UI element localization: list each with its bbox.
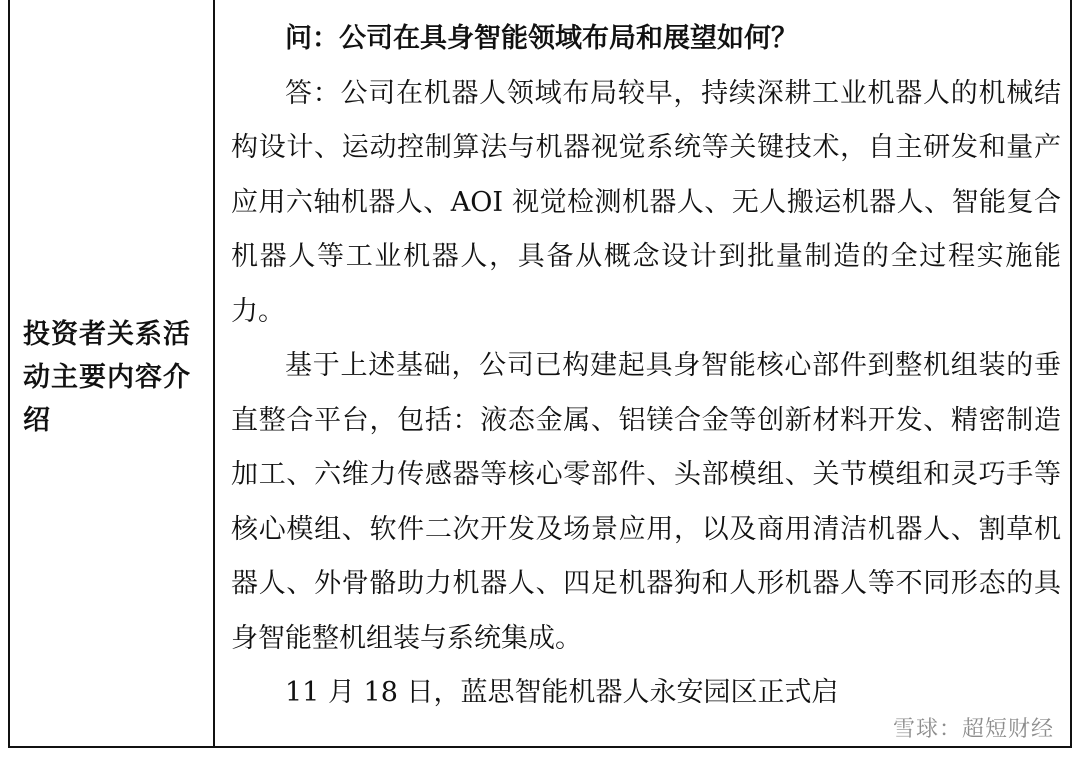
row-label: 投资者关系活动主要内容介绍 [23, 319, 191, 436]
info-table [8, 0, 1072, 748]
watermark-text: 雪球：超短财经 [889, 712, 1058, 743]
content-cell [215, 0, 1070, 746]
content-body [231, 12, 1061, 721]
label-cell [10, 0, 215, 746]
answer-paragraph-3: 11 月 18 日，蓝思智能机器人永安园区正式启 [285, 677, 839, 708]
answer-paragraph-1: 答：公司在机器人领域布局较早，持续深耕工业机器人的机械结构设计、运动控制算法与机器视觉系统等关键技术，自主研发和量产应用六轴机器人、AOI 视觉检测机器人、无人搬运机器人、智能复合机器人等工业机器人，具备从概念设计到批量制造的全过程实施能力。 [231, 77, 1061, 327]
answer-paragraph-2: 基于上述基础，公司已构建起具身智能核心部件到整机组装的垂直整合平台，包括：液态金属、铝镁合金等创新材料开发、精密制造加工、六维力传感器等核心零部件、头部模组、关节模组和灵巧手等核心模组、软件二次开发及场景应用，以及商用清洁机器人、割草机器人、外骨骼助力机器人、四足机器狗和人形机器人等不同形态的具身智能整机组装与系统集成。 [231, 350, 1061, 654]
question-text: 问：公司在具身智能领域布局和展望如何？ [285, 23, 798, 54]
